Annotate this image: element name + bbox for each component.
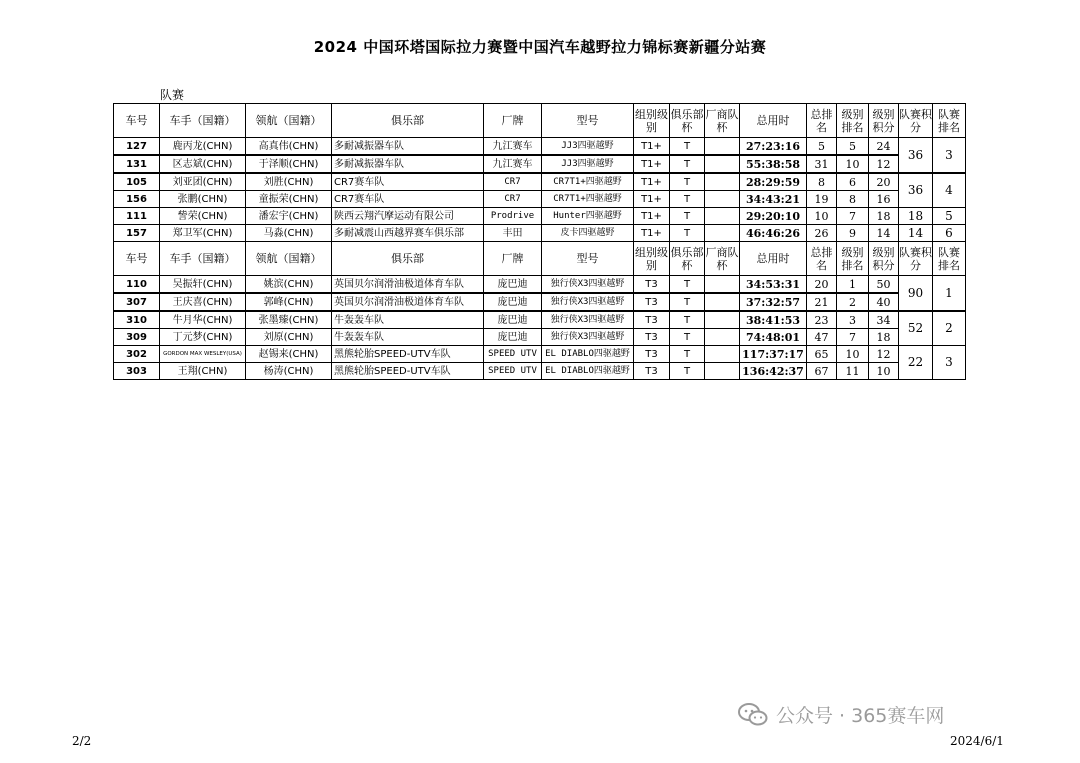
- club-name: 陕西云翔汽摩运动有限公司: [332, 208, 484, 225]
- overall-rank: 8: [807, 173, 837, 191]
- column-header: 厂商队杯: [705, 242, 740, 276]
- total-time: 55:38:58: [740, 155, 807, 173]
- brand-name: 庞巴迪: [484, 329, 542, 346]
- model-name: 独行侠X3四驱越野: [542, 329, 634, 346]
- model-name: CR7T1+四驱越野: [542, 173, 634, 191]
- watermark: [738, 701, 944, 728]
- car-number: 307: [114, 293, 160, 311]
- page-title: 2024 中国环塔国际拉力赛暨中国汽车越野拉力锦标赛新疆分站赛: [313, 38, 767, 56]
- column-header: 领航（国籍）: [246, 242, 332, 276]
- watermark-text: 公众号 · 365赛车网: [776, 705, 945, 727]
- club-name: 黑熊轮胎SPEED-UTV车队: [332, 346, 484, 363]
- codriver-name: 马淼(CHN): [246, 225, 332, 242]
- column-header: 总排名: [807, 104, 837, 138]
- overall-rank: 5: [807, 138, 837, 156]
- car-number: 303: [114, 363, 160, 380]
- car-number: 310: [114, 311, 160, 329]
- wechat-icon: [738, 702, 768, 728]
- car-number: 131: [114, 155, 160, 173]
- driver-name: 丁元梦(CHN): [160, 329, 246, 346]
- results-table: [113, 103, 966, 380]
- total-time: 136:42:37: [740, 363, 807, 380]
- overall-rank: 23: [807, 311, 837, 329]
- manufacturer-cup: [705, 363, 740, 380]
- model-name: EL DIABLO四驱越野: [542, 346, 634, 363]
- total-time: 27:23:16: [740, 138, 807, 156]
- column-header: 级别排名: [837, 104, 869, 138]
- class-group: T1+: [634, 191, 670, 208]
- overall-rank: 67: [807, 363, 837, 380]
- class-points: 24: [869, 138, 899, 156]
- class-group: T3: [634, 276, 670, 294]
- header-row: [114, 104, 966, 138]
- driver-name: 牛月华(CHN): [160, 311, 246, 329]
- column-header: 组别级别: [634, 104, 670, 138]
- codriver-name: 刘原(CHN): [246, 329, 332, 346]
- class-rank: 9: [837, 225, 869, 242]
- class-points: 12: [869, 155, 899, 173]
- codriver-name: 高真伟(CHN): [246, 138, 332, 156]
- driver-name: 张鹏(CHN): [160, 191, 246, 208]
- club-name: 牛轰轰车队: [332, 329, 484, 346]
- club-cup: T: [670, 208, 705, 225]
- codriver-name: 刘胜(CHN): [246, 173, 332, 191]
- column-header: 车手（国籍）: [160, 104, 246, 138]
- header-row: [114, 242, 966, 276]
- club-cup: T: [670, 155, 705, 173]
- team-points: 18: [899, 208, 933, 225]
- codriver-name: 赵锡来(CHN): [246, 346, 332, 363]
- manufacturer-cup: [705, 311, 740, 329]
- class-group: T3: [634, 293, 670, 311]
- column-header: 领航（国籍）: [246, 104, 332, 138]
- driver-name: GORDON MAX WESLEY(USA): [160, 346, 246, 363]
- team-points: 36: [899, 173, 933, 208]
- class-group: T3: [634, 329, 670, 346]
- brand-name: 庞巴迪: [484, 276, 542, 294]
- team-rank: 4: [933, 173, 966, 208]
- brand-name: 庞巴迪: [484, 311, 542, 329]
- total-time: 38:41:53: [740, 311, 807, 329]
- column-header: 组别级别: [634, 242, 670, 276]
- team-rank: 3: [933, 346, 966, 380]
- team-points: 36: [899, 138, 933, 174]
- codriver-name: 郭峰(CHN): [246, 293, 332, 311]
- club-cup: T: [670, 225, 705, 242]
- team-points: 14: [899, 225, 933, 242]
- class-points: 20: [869, 173, 899, 191]
- column-header: 总排名: [807, 242, 837, 276]
- car-number: 309: [114, 329, 160, 346]
- column-header: 俱乐部: [332, 104, 484, 138]
- class-rank: 3: [837, 311, 869, 329]
- overall-rank: 31: [807, 155, 837, 173]
- manufacturer-cup: [705, 293, 740, 311]
- brand-name: 丰田: [484, 225, 542, 242]
- club-cup: T: [670, 293, 705, 311]
- driver-name: 区志斌(CHN): [160, 155, 246, 173]
- total-time: 29:20:10: [740, 208, 807, 225]
- brand-name: 九江赛车: [484, 138, 542, 156]
- club-name: CR7赛车队: [332, 191, 484, 208]
- club-name: 英国贝尔润滑油极道体育车队: [332, 276, 484, 294]
- overall-rank: 10: [807, 208, 837, 225]
- column-header: 车号: [114, 104, 160, 138]
- driver-name: 王翔(CHN): [160, 363, 246, 380]
- codriver-name: 童振荣(CHN): [246, 191, 332, 208]
- club-cup: T: [670, 276, 705, 294]
- table-row: [114, 293, 966, 311]
- model-name: Hunter四驱越野: [542, 208, 634, 225]
- club-cup: T: [670, 363, 705, 380]
- class-points: 18: [869, 329, 899, 346]
- driver-name: 鹿丙龙(CHN): [160, 138, 246, 156]
- class-group: T1+: [634, 173, 670, 191]
- driver-name: 郑卫军(CHN): [160, 225, 246, 242]
- class-rank: 7: [837, 208, 869, 225]
- column-header: 俱乐部杯: [670, 242, 705, 276]
- class-points: 14: [869, 225, 899, 242]
- section-label: 队赛: [160, 88, 185, 102]
- class-group: T1+: [634, 225, 670, 242]
- overall-rank: 47: [807, 329, 837, 346]
- brand-name: 庞巴迪: [484, 293, 542, 311]
- class-group: T1+: [634, 208, 670, 225]
- table-row: [114, 191, 966, 208]
- class-points: 40: [869, 293, 899, 311]
- table-row: [114, 311, 966, 329]
- column-header: 厂商队杯: [705, 104, 740, 138]
- brand-name: Prodrive: [484, 208, 542, 225]
- table-row: [114, 329, 966, 346]
- overall-rank: 21: [807, 293, 837, 311]
- column-header: 俱乐部: [332, 242, 484, 276]
- car-number: 105: [114, 173, 160, 191]
- club-cup: T: [670, 346, 705, 363]
- column-header: 型号: [542, 104, 634, 138]
- table-row: [114, 225, 966, 242]
- model-name: JJ3四驱越野: [542, 155, 634, 173]
- manufacturer-cup: [705, 208, 740, 225]
- total-time: 28:29:59: [740, 173, 807, 191]
- codriver-name: 姚滨(CHN): [246, 276, 332, 294]
- model-name: 皮卡四驱越野: [542, 225, 634, 242]
- team-rank: 1: [933, 276, 966, 312]
- club-cup: T: [670, 173, 705, 191]
- club-name: 多耐减振器车队: [332, 138, 484, 156]
- car-number: 156: [114, 191, 160, 208]
- table-row: [114, 138, 966, 156]
- model-name: 独行侠X3四驱越野: [542, 276, 634, 294]
- brand-name: CR7: [484, 173, 542, 191]
- column-header: 级别积分: [869, 242, 899, 276]
- column-header: 俱乐部杯: [670, 104, 705, 138]
- manufacturer-cup: [705, 346, 740, 363]
- car-number: 157: [114, 225, 160, 242]
- driver-name: 吴振轩(CHN): [160, 276, 246, 294]
- total-time: 117:37:17: [740, 346, 807, 363]
- total-time: 34:53:31: [740, 276, 807, 294]
- column-header: 队赛积分: [899, 242, 933, 276]
- car-number: 302: [114, 346, 160, 363]
- club-name: 多耐减震山西越界赛车俱乐部: [332, 225, 484, 242]
- table-row: [114, 173, 966, 191]
- class-group: T1+: [634, 138, 670, 156]
- class-rank: 10: [837, 155, 869, 173]
- club-cup: T: [670, 138, 705, 156]
- manufacturer-cup: [705, 225, 740, 242]
- column-header: 队赛积分: [899, 104, 933, 138]
- table-row: [114, 276, 966, 294]
- class-rank: 2: [837, 293, 869, 311]
- manufacturer-cup: [705, 276, 740, 294]
- manufacturer-cup: [705, 138, 740, 156]
- club-cup: T: [670, 191, 705, 208]
- club-name: 牛轰轰车队: [332, 311, 484, 329]
- team-points: 90: [899, 276, 933, 312]
- manufacturer-cup: [705, 155, 740, 173]
- model-name: EL DIABLO四驱越野: [542, 363, 634, 380]
- column-header: 总用时: [740, 104, 807, 138]
- team-rank: 3: [933, 138, 966, 174]
- team-points: 52: [899, 311, 933, 346]
- codriver-name: 潘宏宇(CHN): [246, 208, 332, 225]
- column-header: 级别排名: [837, 242, 869, 276]
- manufacturer-cup: [705, 191, 740, 208]
- column-header: 厂牌: [484, 104, 542, 138]
- class-points: 16: [869, 191, 899, 208]
- column-header: 级别积分: [869, 104, 899, 138]
- car-number: 110: [114, 276, 160, 294]
- club-cup: T: [670, 329, 705, 346]
- driver-name: 訾荣(CHN): [160, 208, 246, 225]
- column-header: 队赛排名: [933, 242, 966, 276]
- team-rank: 2: [933, 311, 966, 346]
- class-rank: 1: [837, 276, 869, 294]
- team-rank: 6: [933, 225, 966, 242]
- club-cup: T: [670, 311, 705, 329]
- model-name: 独行侠X3四驱越野: [542, 293, 634, 311]
- column-header: 总用时: [740, 242, 807, 276]
- class-points: 12: [869, 346, 899, 363]
- model-name: CR7T1+四驱越野: [542, 191, 634, 208]
- total-time: 46:46:26: [740, 225, 807, 242]
- brand-name: CR7: [484, 191, 542, 208]
- club-name: CR7赛车队: [332, 173, 484, 191]
- brand-name: SPEED UTV: [484, 363, 542, 380]
- class-rank: 5: [837, 138, 869, 156]
- class-rank: 10: [837, 346, 869, 363]
- car-number: 127: [114, 138, 160, 156]
- total-time: 74:48:01: [740, 329, 807, 346]
- class-points: 18: [869, 208, 899, 225]
- total-time: 37:32:57: [740, 293, 807, 311]
- class-group: T3: [634, 346, 670, 363]
- table-row: [114, 155, 966, 173]
- brand-name: SPEED UTV: [484, 346, 542, 363]
- overall-rank: 26: [807, 225, 837, 242]
- class-points: 34: [869, 311, 899, 329]
- class-rank: 7: [837, 329, 869, 346]
- table-row: [114, 346, 966, 363]
- club-name: 黑熊轮胎SPEED-UTV车队: [332, 363, 484, 380]
- column-header: 型号: [542, 242, 634, 276]
- car-number: 111: [114, 208, 160, 225]
- codriver-name: 杨涛(CHN): [246, 363, 332, 380]
- overall-rank: 20: [807, 276, 837, 294]
- page-date: 2024/6/1: [950, 734, 1004, 748]
- club-name: 英国贝尔润滑油极道体育车队: [332, 293, 484, 311]
- class-rank: 6: [837, 173, 869, 191]
- codriver-name: 张墨臻(CHN): [246, 311, 332, 329]
- class-rank: 11: [837, 363, 869, 380]
- column-header: 厂牌: [484, 242, 542, 276]
- class-rank: 8: [837, 191, 869, 208]
- model-name: 独行侠X3四驱越野: [542, 311, 634, 329]
- manufacturer-cup: [705, 173, 740, 191]
- overall-rank: 65: [807, 346, 837, 363]
- team-points: 22: [899, 346, 933, 380]
- manufacturer-cup: [705, 329, 740, 346]
- class-group: T1+: [634, 155, 670, 173]
- column-header: 队赛排名: [933, 104, 966, 138]
- codriver-name: 于泽顺(CHN): [246, 155, 332, 173]
- column-header: 车手（国籍）: [160, 242, 246, 276]
- team-rank: 5: [933, 208, 966, 225]
- page-number: 2/2: [72, 734, 92, 748]
- club-name: 多耐减振器车队: [332, 155, 484, 173]
- total-time: 34:43:21: [740, 191, 807, 208]
- driver-name: 刘亚团(CHN): [160, 173, 246, 191]
- class-group: T3: [634, 363, 670, 380]
- table-row: [114, 208, 966, 225]
- class-points: 10: [869, 363, 899, 380]
- driver-name: 王庆喜(CHN): [160, 293, 246, 311]
- class-points: 50: [869, 276, 899, 294]
- column-header: 车号: [114, 242, 160, 276]
- class-group: T3: [634, 311, 670, 329]
- results-body: [114, 104, 966, 380]
- model-name: JJ3四驱越野: [542, 138, 634, 156]
- overall-rank: 19: [807, 191, 837, 208]
- table-row: [114, 363, 966, 380]
- brand-name: 九江赛车: [484, 155, 542, 173]
